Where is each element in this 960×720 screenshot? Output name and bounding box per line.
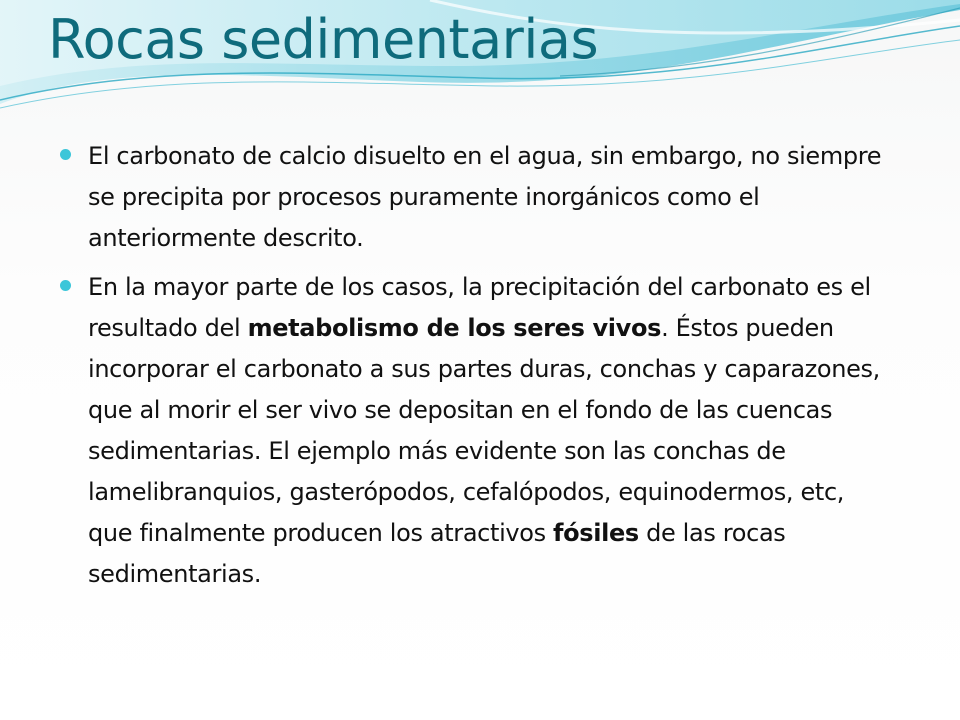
bullet-text-part: En la mayor parte de los casos, la precipitación del carbonato es el resultado del — [88, 273, 871, 342]
bullet-text — [88, 136, 888, 259]
bullet-list — [58, 136, 888, 603]
bullet-text — [88, 267, 888, 595]
bullet-text-bold: fósiles — [553, 519, 639, 547]
bullet-text-part: . Éstos pueden incorporar el carbonato a sus partes duras, conchas y caparazones, que al morir el ser vivo se depositan en el fondo de las cuencas sedimentarias. El ejemplo más evidente son las conchas de lamelibranquios, gasterópodos, cefalópodos, equinodermos, etc, que finalmente producen los atractivos — [88, 314, 880, 547]
bullet-dot-icon — [60, 280, 71, 291]
bullet-text-part: El carbonato de calcio disuelto en el agua, sin embargo, no siempre se precipita por procesos puramente inorgánicos como el anteriormente descrito. — [88, 142, 882, 252]
bullet-item — [58, 136, 888, 259]
slide-title: Rocas sedimentarias — [48, 8, 599, 71]
bullet-dot-icon — [60, 149, 71, 160]
bullet-text-bold: metabolismo de los seres vivos — [247, 314, 662, 342]
bullet-text-part: de las rocas sedimentarias. — [88, 519, 786, 588]
bullet-item — [58, 267, 888, 595]
